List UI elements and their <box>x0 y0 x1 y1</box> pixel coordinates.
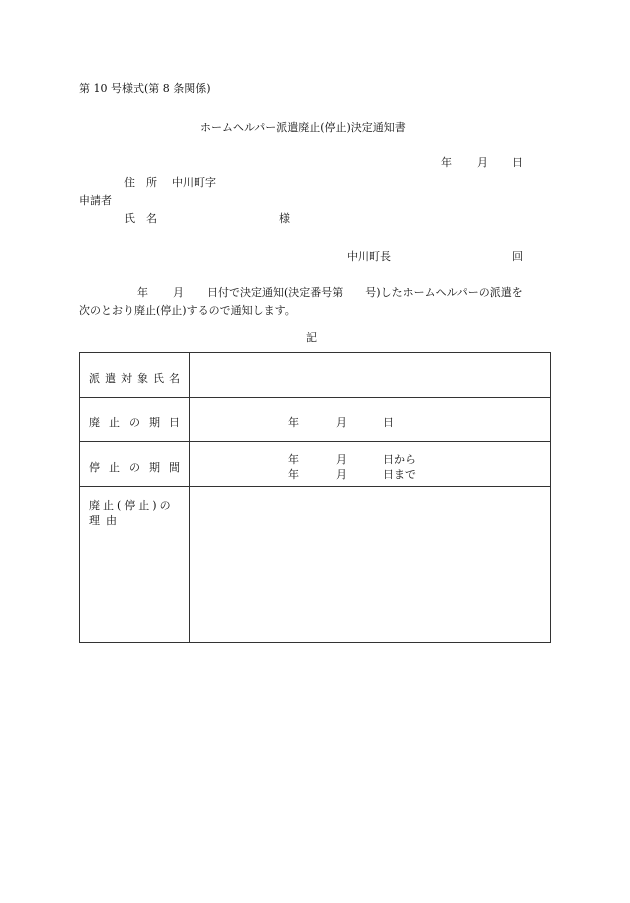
seal-mark: 回 <box>512 250 523 263</box>
honorific: 様 <box>279 212 290 225</box>
suspend-to-day: 日まで <box>383 468 416 481</box>
suspend-from-year: 年 <box>288 453 299 466</box>
abolish-date-year: 年 <box>288 416 299 429</box>
row-label-abolish-date: 廃止の期日 <box>89 416 189 429</box>
address-label: 住 所 <box>124 176 157 189</box>
table-row-divider <box>80 397 550 398</box>
notice-table <box>79 352 551 643</box>
abolish-date-day: 日 <box>383 416 394 429</box>
row-label-target-name: 派遣対象氏名 <box>89 372 185 385</box>
suspend-from-day: 日から <box>383 453 416 466</box>
document-title: ホームヘルパー派遣廃止(停止)決定通知書 <box>200 121 406 134</box>
abolish-date-month: 月 <box>336 416 347 429</box>
address-value: 中川町字 <box>172 176 216 189</box>
body-month: 月 <box>173 286 184 299</box>
row-label-reason-line2: 理由 <box>89 514 123 527</box>
date-day: 日 <box>512 156 523 169</box>
issuer-name: 中川町長 <box>347 250 391 263</box>
date-month: 月 <box>477 156 488 169</box>
row-label-suspend-period: 停止の期間 <box>89 461 189 474</box>
table-row-divider <box>80 486 550 487</box>
applicant-label: 申請者 <box>79 194 112 207</box>
form-number: 第 10 号様式(第 8 条関係) <box>79 82 211 95</box>
table-row-divider <box>80 441 550 442</box>
body-line1: 日付で決定通知(決定番号第 号)したホームヘルパーの派遣を <box>207 286 523 299</box>
body-year: 年 <box>137 286 148 299</box>
suspend-to-year: 年 <box>288 468 299 481</box>
row-label-reason-line1: 廃止(停止)の <box>89 499 174 512</box>
ki-heading: 記 <box>306 331 317 344</box>
suspend-to-month: 月 <box>336 468 347 481</box>
suspend-from-month: 月 <box>336 453 347 466</box>
name-label: 氏 名 <box>124 212 157 225</box>
body-line2: 次のとおり廃止(停止)するので通知します。 <box>79 304 296 317</box>
date-year: 年 <box>441 156 452 169</box>
